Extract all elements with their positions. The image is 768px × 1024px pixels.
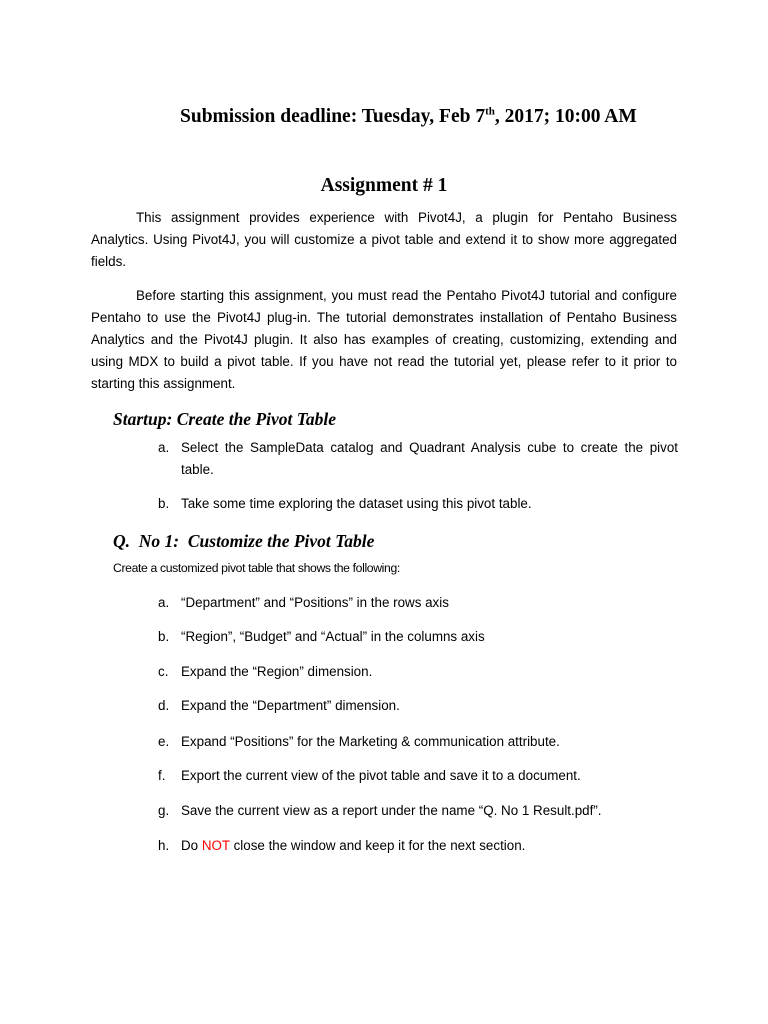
deadline-superscript: th <box>485 105 495 118</box>
list-letter: a. <box>158 595 170 610</box>
list-item-text <box>181 835 678 857</box>
startup-item-b <box>158 493 678 515</box>
list-item-text: “Region”, “Budget” and “Actual” in the columns axis <box>181 629 485 644</box>
q1-item-c <box>158 661 678 683</box>
list-letter: b. <box>158 496 170 511</box>
list-item-text: Take some time exploring the dataset using this pivot table. <box>181 496 532 511</box>
deadline-prefix: Submission deadline: Tuesday, Feb 7 <box>180 106 486 127</box>
list-letter: c. <box>158 664 169 679</box>
list-item-text: Expand the “Region” dimension. <box>181 664 373 679</box>
list-letter: g. <box>158 803 170 818</box>
q1-item-e <box>158 731 678 753</box>
list-item-text: Save the current view as a report under the name “Q. No 1 Result.pdf”. <box>181 803 602 818</box>
list-letter: d. <box>158 698 170 713</box>
q1-item-g <box>158 800 678 822</box>
item-text-before: Do <box>181 838 202 853</box>
startup-heading: Startup: Create the Pivot Table <box>113 409 336 429</box>
list-item-text: Expand the “Department” dimension. <box>181 698 400 713</box>
q1-item-a <box>158 592 678 614</box>
list-item-text: Select the SampleData catalog and Quadrant Analysis cube to create the pivot table. <box>181 440 678 477</box>
list-letter: e. <box>158 734 170 749</box>
list-item-text: Expand “Positions” for the Marketing & communication attribute. <box>181 734 560 749</box>
startup-item-a <box>158 437 678 481</box>
q1-heading: Q. No 1: Customize the Pivot Table <box>113 531 375 551</box>
list-letter: h. <box>158 838 170 853</box>
deadline-suffix: , 2017; 10:00 AM <box>494 106 637 127</box>
q1-item-b <box>158 626 678 648</box>
q1-item-h <box>158 835 678 857</box>
submission-deadline <box>180 106 700 128</box>
intro-paragraph: This assignment provides experience with Pivot4J, a plugin for Pentaho Business Analytics. Using Pivot4J, you will customize a pivot table and extend it to show more aggregated fields. <box>91 210 677 269</box>
q1-intro: Create a customized pivot table that shows the following: <box>113 561 400 575</box>
list-item-text: “Department” and “Positions” in the rows axis <box>181 595 449 610</box>
list-letter: f. <box>158 768 166 783</box>
assignment-title: Assignment # 1 <box>320 175 448 196</box>
list-letter: b. <box>158 629 170 644</box>
q1-item-d <box>158 695 678 717</box>
q1-item-f <box>158 765 678 787</box>
not-highlight: NOT <box>201 838 230 853</box>
list-letter: a. <box>158 440 170 455</box>
item-text-after: close the window and keep it for the next section. <box>229 838 526 853</box>
list-item-text: Export the current view of the pivot table and save it to a document. <box>181 768 581 783</box>
prerequisite-paragraph: Before starting this assignment, you must read the Pentaho Pivot4J tutorial and configure Pentaho to use the Pivot4J plug-in. The tutorial demonstrates installation of Pentaho Business Analytics and the Pivot4J plugin. It also has examples of creating, customizing, extending and using MDX to build a pivot table. If you have not read the tutorial yet, please refer to it prior to starting this assignment. <box>91 288 677 391</box>
